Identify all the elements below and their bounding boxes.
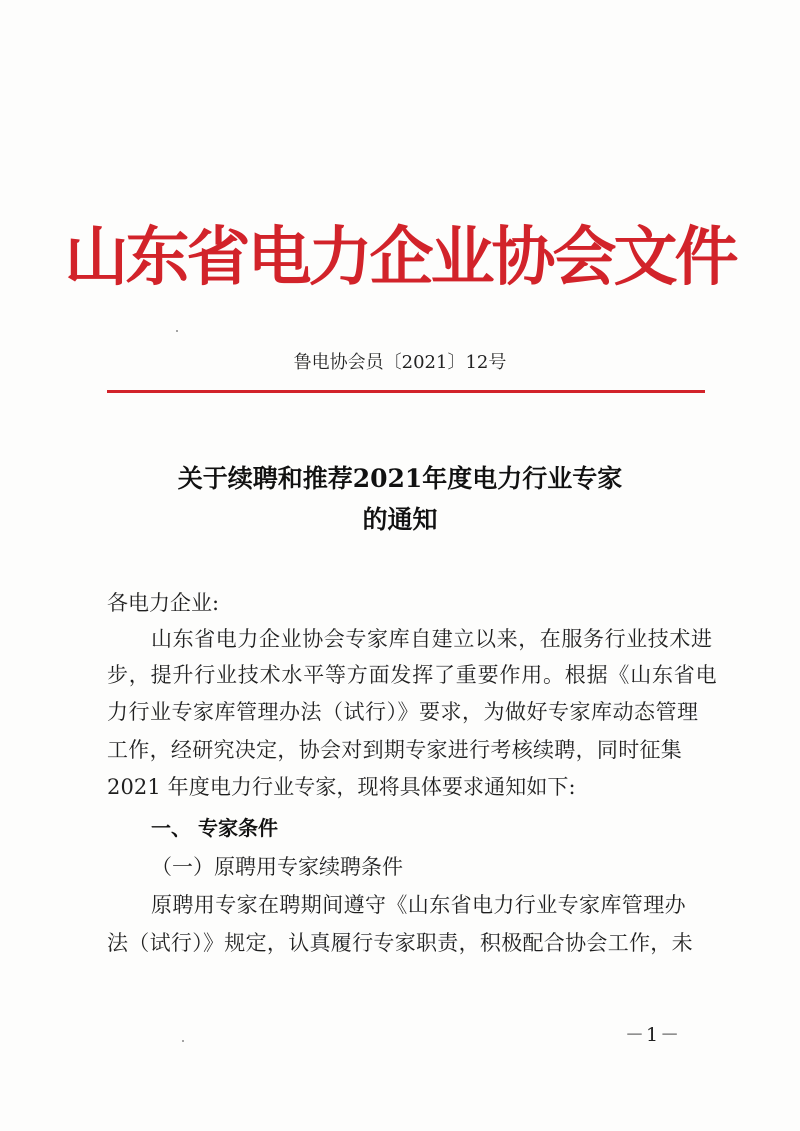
section-1-heading: 一、 专家条件 bbox=[151, 816, 278, 840]
notice-title-line-2: 的通知 bbox=[362, 505, 438, 534]
paragraph-1-line-4: 工作，经研究决定，协会对到期专家进行考核续聘，同时征集 bbox=[107, 738, 683, 762]
notice-title-line-1: 关于续聘和推荐2021年度电力行业专家 bbox=[177, 464, 623, 493]
paragraph-1-line-3: 力行业专家库管理办法（试行）》要求，为做好专家库动态管理 bbox=[107, 700, 699, 724]
organization-header-title: 山东省电力企业协会文件 bbox=[64, 221, 736, 295]
paragraph-1-line-5: 2021 年度电力行业专家，现将具体要求通知如下: bbox=[107, 775, 576, 799]
scan-speck bbox=[176, 330, 178, 332]
document-number: 鲁电协会员〔2021〕12号 bbox=[293, 352, 507, 373]
scan-speck bbox=[182, 1040, 184, 1042]
paragraph-2-line-2: 法（试行）》规定，认真履行专家职责，积极配合协会工作，未 bbox=[107, 931, 693, 955]
salutation: 各电力企业: bbox=[107, 591, 220, 615]
paragraph-2-line-1: 原聘用专家在聘期间遵守《山东省电力行业专家库管理办 bbox=[151, 893, 686, 917]
page-number: －1－ bbox=[625, 1024, 682, 1046]
paragraph-1-line-2: 步，提升行业技术水平等方面发挥了重要作用。根据《山东省电 bbox=[107, 663, 718, 687]
paragraph-1-line-1: 山东省电力企业协会专家库自建立以来，在服务行业技术进 bbox=[151, 627, 713, 651]
red-divider-line bbox=[107, 390, 705, 393]
subsection-1-heading: （一）原聘用专家续聘条件 bbox=[151, 855, 403, 879]
